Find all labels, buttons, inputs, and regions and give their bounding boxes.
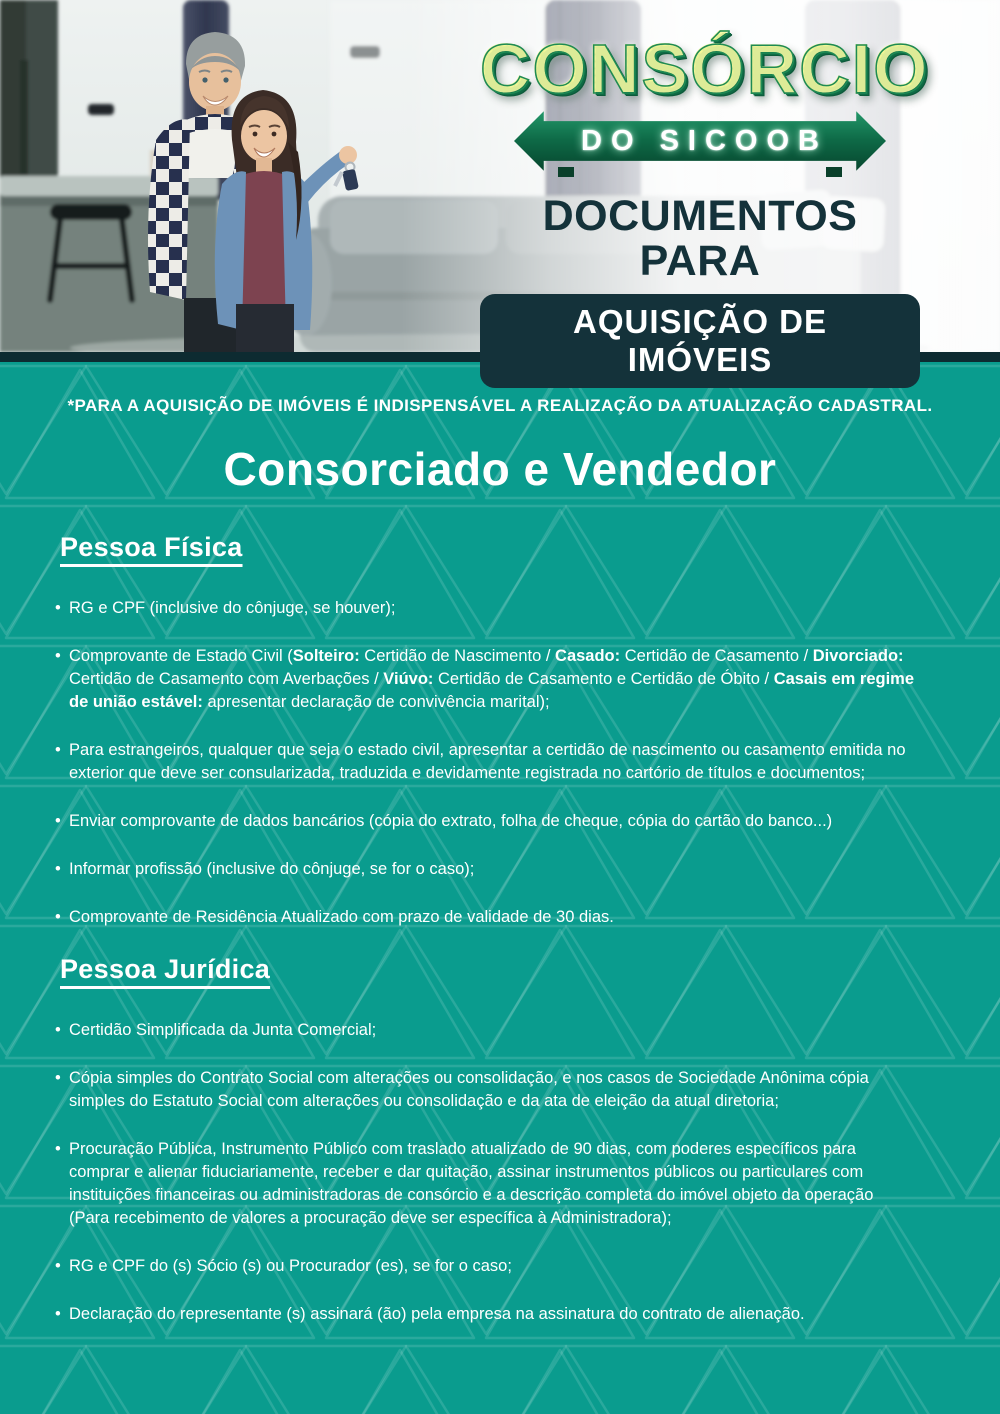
body-content bbox=[0, 396, 1000, 1326]
page-title: Consorciado e Vendedor bbox=[223, 443, 777, 495]
list-item bbox=[55, 597, 917, 620]
pessoa-fisica-list bbox=[0, 597, 1000, 929]
bullet-icon: • bbox=[55, 599, 61, 617]
consorcio-logo: CONSÓRCIO bbox=[480, 30, 930, 108]
list-item bbox=[55, 858, 917, 881]
hero-heading: DOCUMENTOS PARA bbox=[542, 192, 858, 286]
bullet-icon: • bbox=[55, 812, 61, 830]
list-item-text: Declaração do representante (s) assinará (ão) pela empresa na assinatura do contrato de alienação. bbox=[69, 1305, 805, 1323]
section-pessoa-fisica bbox=[0, 532, 1000, 929]
list-item-text: Procuração Pública, Instrumento Público com traslado atualizado de 90 dias, com poderes específicos para comprar e alienar fiduciariamente, receber e dar quitação, assinar instrumentos públicos ou particulares com instituições financeiras ou administradoras de consórcio e a descrição completa do imóvel objeto da operação (Para recebimento de valores a procuração deve ser específica à Administradora); bbox=[69, 1140, 874, 1227]
list-item-text: RG e CPF do (s) Sócio (s) ou Procurador (es), se for o caso; bbox=[69, 1257, 512, 1275]
hero-section bbox=[0, 0, 1000, 379]
list-item bbox=[55, 1019, 917, 1042]
list-item bbox=[55, 1067, 917, 1113]
section-pessoa-juridica bbox=[0, 954, 1000, 1326]
list-item bbox=[55, 1255, 917, 1278]
list-item bbox=[55, 739, 917, 785]
list-item bbox=[55, 1138, 917, 1230]
logo-subtitle: DO SICOOB bbox=[581, 124, 828, 157]
list-item bbox=[55, 810, 917, 833]
bullet-icon: • bbox=[55, 908, 61, 926]
cadastral-note: *PARA A AQUISIÇÃO DE IMÓVEIS É INDISPENSÁVEL A REALIZAÇÃO DA ATUALIZAÇÃO CADASTRAL. bbox=[67, 396, 933, 415]
list-item-text: Informar profissão (inclusive do cônjuge, se for o caso); bbox=[69, 860, 475, 878]
list-item-text: Cópia simples do Contrato Social com alterações ou consolidação, e nos casos de Sociedade Anônima cópia simples do Estatuto Social com alterações ou consolidação e da ata de eleição da atual diretoria; bbox=[69, 1069, 869, 1110]
section-heading-pessoa-juridica: Pessoa Jurídica bbox=[60, 954, 271, 984]
header-branding bbox=[480, 26, 930, 388]
bullet-icon: • bbox=[55, 860, 61, 878]
arrow-banner bbox=[514, 110, 886, 172]
list-item-text: RG e CPF (inclusive do cônjuge, se houver); bbox=[69, 599, 396, 617]
bullet-icon: • bbox=[55, 741, 61, 759]
list-item-text: Certidão Simplificada da Junta Comercial; bbox=[69, 1021, 377, 1039]
list-item-text: Enviar comprovante de dados bancários (cópia do extrato, folha de cheque, cópia do cartão do banco...) bbox=[69, 812, 833, 830]
list-item bbox=[55, 645, 917, 714]
pessoa-juridica-list bbox=[0, 1019, 1000, 1326]
bullet-icon: • bbox=[55, 1021, 61, 1039]
bullet-icon: • bbox=[55, 1305, 61, 1323]
list-item-text: Para estrangeiros, qualquer que seja o estado civil, apresentar a certidão de nascimento ou casamento emitida no exterior que deve ser consularizada, traduzida e devidamente registrada no cartório de títulos e documentos; bbox=[69, 741, 906, 782]
bullet-icon: • bbox=[55, 1069, 61, 1087]
list-item-text: Comprovante de Estado Civil (Solteiro: Certidão de Nascimento / Casado: Certidão de Casamento / Divorciado: Certidão de Casamento com Averbações / Viúvo: Certidão de Casamento e Certidão de Óbito / Casais em regime de união estável: apresentar declaração de convivência marital); bbox=[69, 647, 915, 711]
hero-badge: AQUISIÇÃO DE IMÓVEIS bbox=[480, 294, 920, 388]
bullet-icon: • bbox=[55, 1140, 61, 1158]
section-heading-pessoa-fisica: Pessoa Física bbox=[60, 532, 243, 562]
list-item bbox=[55, 1303, 917, 1326]
bullet-icon: • bbox=[55, 647, 61, 665]
list-item bbox=[55, 906, 917, 929]
list-item-text: Comprovante de Residência Atualizado com prazo de validade de 30 dias. bbox=[69, 908, 614, 926]
bullet-icon: • bbox=[55, 1257, 61, 1275]
body-section bbox=[0, 362, 1000, 1414]
